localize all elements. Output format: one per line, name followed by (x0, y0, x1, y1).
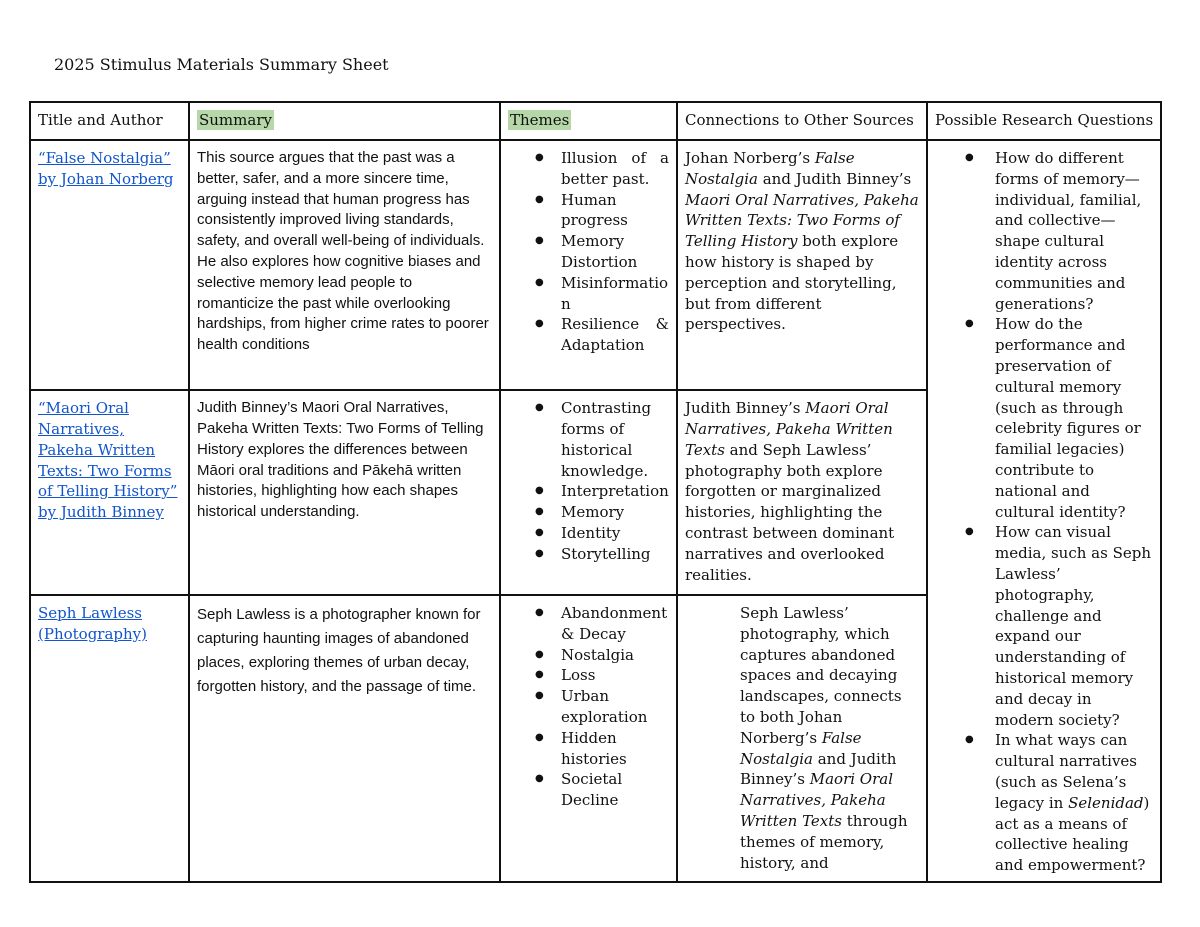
connections-text: both explore how history is shaped by perception and storytelling, but from different perspectives. (685, 232, 899, 334)
question-text: In what ways can cultural narratives (such as Selena’s legacy in (995, 731, 1137, 812)
connections-text: through themes of memory, history, and (740, 811, 908, 872)
list-item: ● Storytelling (535, 544, 669, 565)
list-item: ● Misinformation (535, 273, 669, 315)
title-author-cell (30, 595, 189, 882)
connections-text: Judith Binney’s (685, 399, 806, 418)
title-author-cell (30, 390, 189, 595)
header-title-author: Title and Author (30, 102, 189, 140)
connections-text: and Judith Binney’s (757, 169, 912, 188)
header-research-questions: Possible Research Questions (927, 102, 1161, 140)
list-item: ● Identity (535, 523, 669, 544)
header-row (30, 102, 1161, 140)
themes-list (508, 603, 669, 811)
list-item: ● Memory Distortion (535, 231, 669, 273)
header-themes-label: Themes (510, 111, 570, 129)
document-title: 2025 Stimulus Materials Summary Sheet (54, 55, 389, 74)
connections-title: False Nostalgia (740, 728, 862, 768)
list-item: ● Hidden histories (535, 728, 669, 770)
list-item: ● Interpretation (535, 481, 669, 502)
connections-title: Maori Oral Narratives, Pakeha Written Texts (685, 399, 893, 459)
source-link-maori-oral-narratives[interactable]: “Maori Oral Narratives, Pakeha Written Texts: Two Forms of Telling History” by Judith Binney (38, 399, 178, 522)
list-item: ● Resilience & Adaptation (535, 314, 669, 356)
table-row (30, 140, 1161, 390)
list-item: ● How do different forms of memory—individual, familial, and collective—shape cultural identity across communities and generations? (961, 148, 1153, 314)
header-themes (500, 102, 677, 140)
research-questions-list (935, 148, 1153, 876)
connections-text: and Judith Binney’s (740, 749, 897, 789)
title-author-cell (30, 140, 189, 390)
connections-title: Maori Oral Narratives, Pakeha Written Texts (740, 770, 894, 830)
header-summary-label: Summary (199, 111, 272, 129)
list-item: ● Memory (535, 502, 669, 523)
summary-cell: Seph Lawless is a photographer known for capturing haunting images of abandoned places, exploring themes of urban decay, forgotten history, and the passage of time. (189, 595, 500, 882)
connections-cell (677, 390, 927, 595)
source-link-false-nostalgia[interactable]: “False Nostalgia” by Johan Norberg (38, 149, 174, 188)
themes-cell (500, 390, 677, 595)
list-item: ● Illusion of a better past. (535, 148, 669, 190)
connections-cell (677, 595, 927, 882)
list-item: ● How can visual media, such as Seph Lawless’ photography, challenge and expand our understanding of historical memory and decay in modern society? (961, 522, 1153, 730)
connections-title: Maori Oral Narratives, Pakeha Written Texts: Two Forms of Telling History (685, 190, 919, 251)
connections-title: False Nostalgia (685, 149, 855, 188)
list-item: ● Nostalgia (535, 645, 669, 666)
connections-text: and Seph Lawless’ photography both explore forgotten or marginalized histories, highlighting the contrast between dominant narratives and overlooked realities. (685, 440, 895, 584)
connections-cell (677, 140, 927, 390)
question-text: ) act as a means of collective healing and empowerment? (995, 793, 1150, 875)
summary-table (29, 101, 1162, 883)
themes-cell (500, 595, 677, 882)
research-questions-cell (927, 140, 1161, 882)
header-summary (189, 102, 500, 140)
list-item: ● Abandonment & Decay (535, 603, 669, 645)
list-item: ● Societal Decline (535, 769, 669, 811)
connections-block (685, 603, 919, 873)
themes-cell (500, 140, 677, 390)
question-title: Selenidad (1068, 793, 1144, 812)
connections-text: Johan Norberg’s (685, 149, 815, 167)
summary-cell: This source argues that the past was a better, safer, and a more sincere time, arguing instead that human progress has consistently improved living standards, safety, and overall well-being of individuals. He also explores how cognitive biases and selective memory lead people to romanticize the past while overlooking hardships, from higher crime rates to poorer health conditions (189, 140, 500, 390)
connections-text: Seph Lawless’ photography, which captures abandoned spaces and decaying landscapes, connects to both Johan Norberg’s (740, 603, 902, 747)
list-item (961, 730, 1153, 876)
list-item: ● Urban exploration (535, 686, 669, 728)
source-link-seph-lawless[interactable]: Seph Lawless (Photography) (38, 603, 147, 643)
list-item: ● Contrasting forms of historical knowledge. (535, 398, 669, 481)
list-item: ● Human progress (535, 190, 669, 232)
themes-list (508, 398, 669, 564)
list-item: ● How do the performance and preservation of cultural memory (such as through celebrity figures or familial legacies) contribute to national and cultural identity? (961, 314, 1153, 522)
themes-list (508, 148, 669, 356)
header-connections: Connections to Other Sources (677, 102, 927, 140)
list-item: ● Loss (535, 665, 669, 686)
summary-cell: Judith Binney’s Maori Oral Narratives, Pakeha Written Texts: Two Forms of Telling History explores the differences between Māori oral traditions and Pākehā written histories, highlighting how each shapes historical understanding. (189, 390, 500, 595)
